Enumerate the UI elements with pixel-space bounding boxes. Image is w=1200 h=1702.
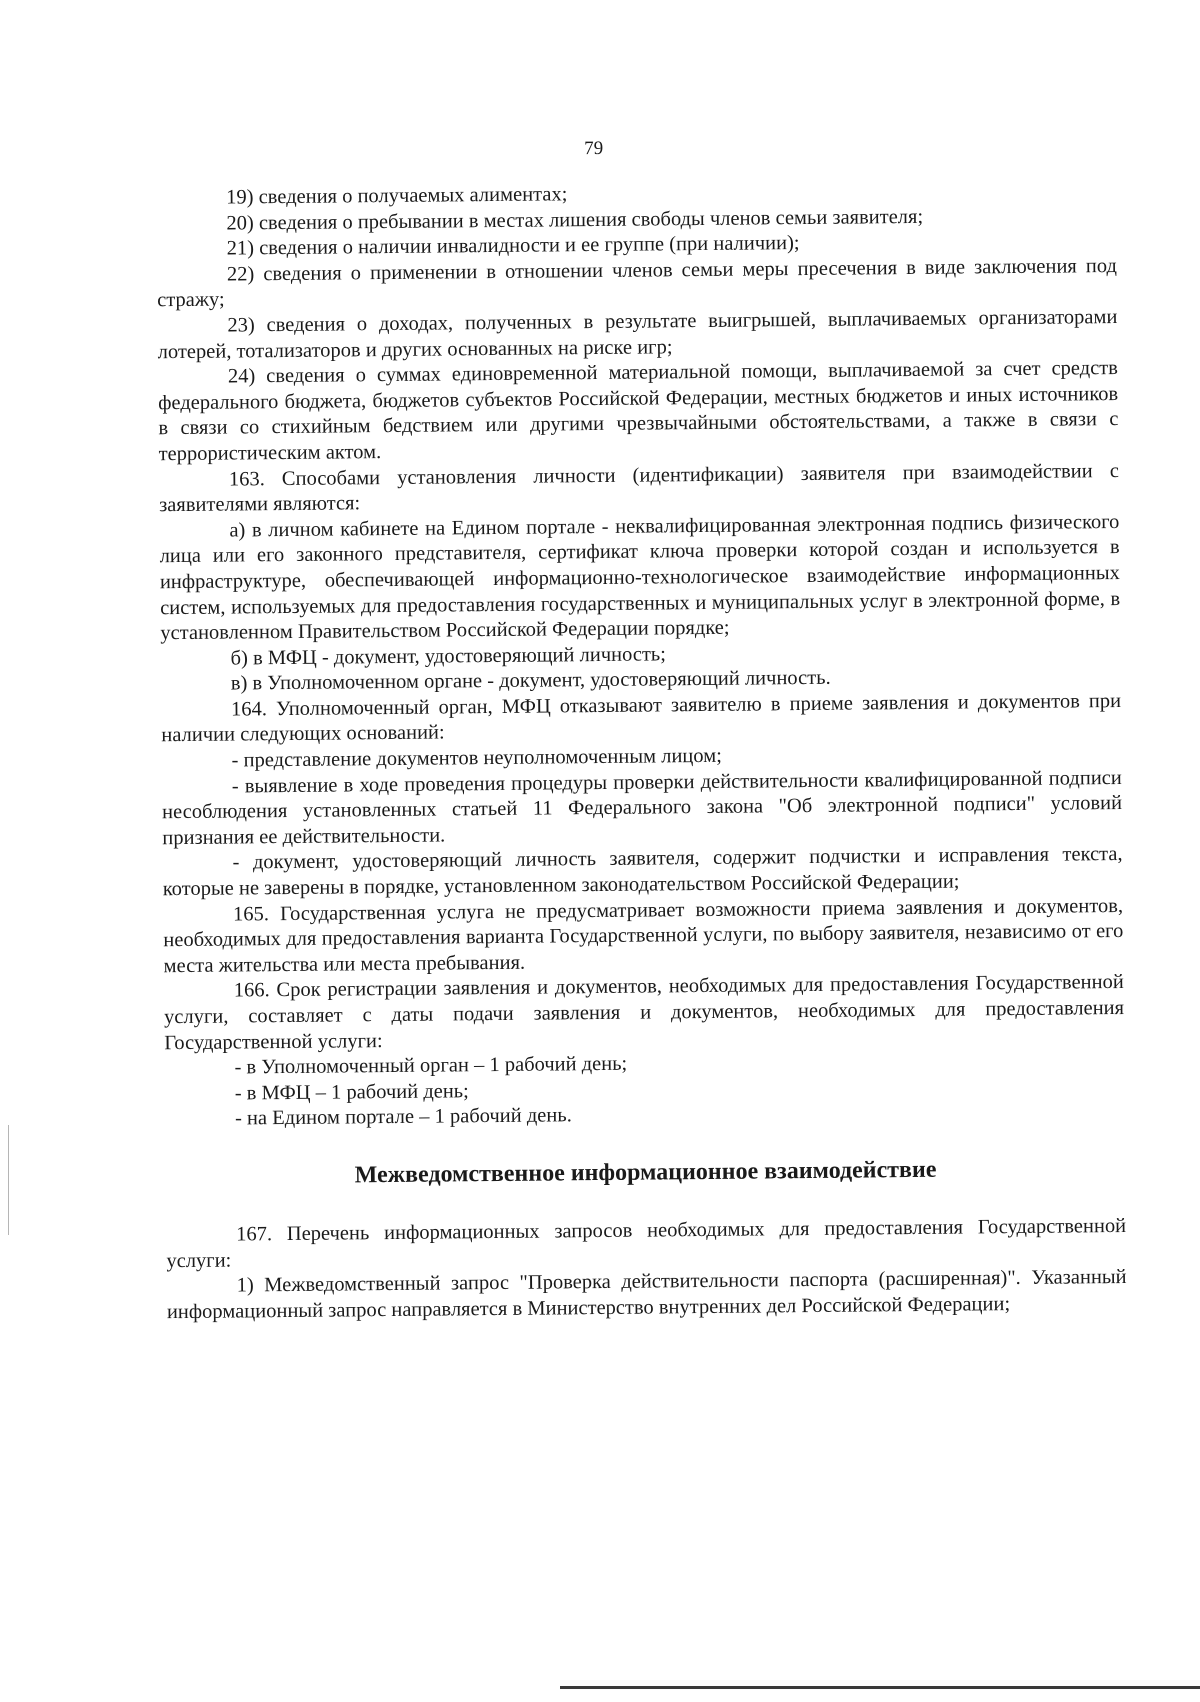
paragraph: 20) сведения о пребывании в местах лишения свободы членов семьи заявителя; [226,205,924,235]
section-heading: Межведомственное информационное взаимодействие [354,1156,937,1189]
paragraph: 163. Способами установления личности (идентификации) заявителя при взаимодействии с заявителями являются: [159,459,1119,517]
paragraph: 19) сведения о получаемых алиментах; [226,183,568,209]
paragraph: а) в личном кабинете на Едином портале - неквалифицированная электронная подпись физического лица или его законного представителя, сертификат ключа проверки которой создан и используется в инфраструктуре, обеспечивающей информационно-технологическое взаимодействие информационных систем, используемых для предоставления государственных и муниципальных услуг в электронной форме, в установленном Правительством Российской Федерации порядке; [159,510,1121,645]
paragraph: - выявление в ходе проведения процедуры проверки действительности квалифицированной подписи несоблюдения установленных статьей 11 Федерального закона "Об электронной подписи" условий признания ее действительности. [161,766,1123,850]
paragraph: - в МФЦ – 1 рабочий день; [234,1080,469,1105]
paragraph: 165. Государственная услуга не предусматривает возможности приема заявления и документов, необходимых для предоставления варианта Государственной услуги, по выбору заявителя, независимо от его места жительства или места пребывания. [163,894,1124,978]
paragraph: 164. Уполномоченный орган, МФЦ отказывают заявителю в приеме заявления и документов при наличии следующих оснований: [161,689,1122,747]
paragraph: б) в МФЦ - документ, удостоверяющий личность; [230,643,667,670]
paragraph: - в Уполномоченный орган – 1 рабочий день; [234,1052,628,1079]
paragraph: 1) Межведомственный запрос "Проверка действительности паспорта (расширенная)". Указанный информационный запрос направляется в Министерство внутренних дел Российской Федерации; [166,1266,1127,1323]
paragraphs-after-heading [166,1214,1127,1326]
paragraph: 23) сведения о доходах, полученных в результате выигрышей, выплачиваемых организаторами лотерей, тотализаторов и других основанных на риске игр; [157,305,1118,363]
paragraph: 24) сведения о суммах единовременной материальной помощи, выплачиваемой за счет средств федерального бюджета, бюджетов субъектов Российской Федерации, местных бюджетов и иных источников в связи со стихийным бедствием или другими чрезвычайными обстоятельствами, а также в связи с террористическим актом. [158,357,1119,466]
document-body [156,177,1127,1326]
paragraph: 166. Срок регистрации заявления и документов, необходимых для предоставления Государственной услуги, составляет с даты подачи заявления и документов, необходимых для предоставления Государственной услуги: [163,971,1125,1054]
paragraphs-before-heading [156,177,1125,1133]
paragraph: 22) сведения о применении в отношении членов семьи меры пресечения в виде заключения под стражу; [157,254,1118,312]
paragraph: в) в Уполномоченном органе - документ, удостоверяющий личность. [230,667,831,695]
paragraph: - представление документов неуполномоченным лицом; [231,744,722,772]
scan-artifact-edge [560,1686,1200,1689]
scan-artifact-line [8,1125,9,1235]
paragraph: - на Едином портале – 1 рабочий день. [234,1104,572,1130]
paragraph: - документ, удостоверяющий личность заявителя, содержит подчистки и исправления текста, которые не заверены в порядке, установленном законодательством Российской Федерации; [162,843,1123,901]
paragraph: 167. Перечень информационных запросов необходимых для предоставления Государственной услуги: [166,1214,1127,1272]
paragraph: 21) сведения о наличии инвалидности и ее группе (при наличии); [226,232,800,260]
page-number: 79 [584,137,604,160]
